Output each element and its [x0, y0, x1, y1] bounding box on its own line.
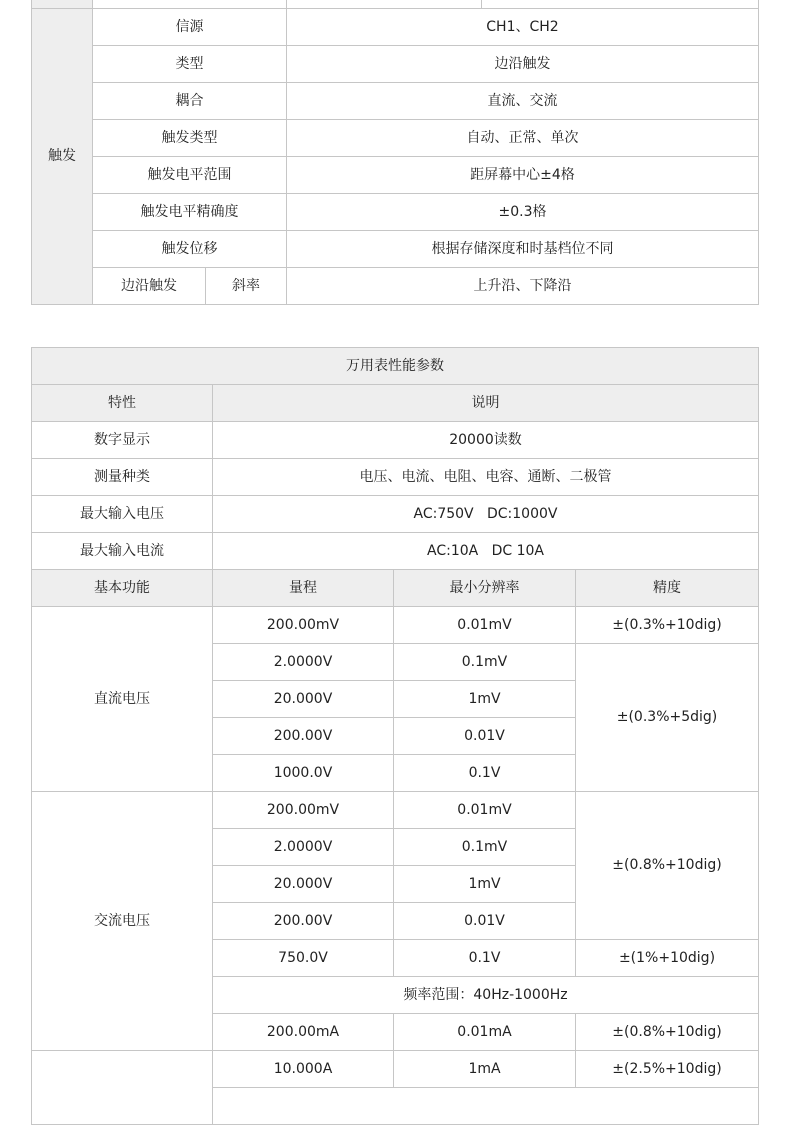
accuracy-cell: ±(0.8%+10dig) — [576, 792, 759, 940]
spec-description: 20000读数 — [213, 422, 759, 459]
col-function: 基本功能 — [32, 570, 213, 607]
param-value: 上升沿、下降沿 — [287, 268, 759, 305]
trigger-spec-table — [31, 0, 759, 305]
resolution-cell: 1mV — [394, 866, 576, 903]
header-description: 说明 — [213, 385, 759, 422]
resolution-cell: 0.1V — [394, 940, 576, 977]
spec-feature: 最大输入电压 — [32, 496, 213, 533]
spec-description: 电压、电流、电阻、电容、通断、二极管 — [213, 459, 759, 496]
param-name: 触发电平精确度 — [93, 194, 287, 231]
multimeter-spec-table — [31, 347, 759, 1125]
resolution-cell: 0.1mV — [394, 644, 576, 681]
table-row — [32, 459, 759, 496]
accuracy-cell: ±(0.3%+5dig) — [576, 644, 759, 792]
range-cell: 750.0V — [213, 940, 394, 977]
clipped-cell — [482, 0, 759, 9]
range-cell: 200.00V — [213, 903, 394, 940]
range-cell: 200.00V — [213, 718, 394, 755]
range-cell: 200.00mV — [213, 607, 394, 644]
clipped-cell — [287, 0, 482, 9]
table-row — [32, 533, 759, 570]
param-sub-name: 斜率 — [206, 268, 287, 305]
resolution-cell: 0.01mV — [394, 792, 576, 829]
table-row — [32, 46, 759, 83]
param-value: CH1、CH2 — [287, 9, 759, 46]
resolution-cell: 1mA — [394, 1051, 576, 1088]
param-value: 边沿触发 — [287, 46, 759, 83]
spec-feature: 数字显示 — [32, 422, 213, 459]
resolution-cell: 0.1V — [394, 755, 576, 792]
table-title-row — [32, 348, 759, 385]
accuracy-cell: ±(0.3%+10dig) — [576, 607, 759, 644]
spec-feature: 最大输入电流 — [32, 533, 213, 570]
range-cell: 2.0000V — [213, 829, 394, 866]
range-cell: 200.00mV — [213, 792, 394, 829]
range-cell: 2.0000V — [213, 644, 394, 681]
resolution-cell: 0.1mV — [394, 829, 576, 866]
table-row — [32, 422, 759, 459]
resolution-cell: 0.01V — [394, 903, 576, 940]
frequency-range-note: 频率范围：40Hz-1000Hz — [213, 977, 759, 1014]
function-dc-voltage: 直流电压 — [32, 607, 213, 792]
param-value: 直流、交流 — [287, 83, 759, 120]
param-value: 自动、正常、单次 — [287, 120, 759, 157]
table-row — [32, 120, 759, 157]
range-cell: 200.00mA — [213, 1014, 394, 1051]
range-cell: 1000.0V — [213, 755, 394, 792]
table-row — [32, 496, 759, 533]
spec-description: AC:750V DC:1000V — [213, 496, 759, 533]
function-current — [32, 1051, 213, 1125]
param-name: 类型 — [93, 46, 287, 83]
param-name: 信源 — [93, 9, 287, 46]
table-header-row — [32, 385, 759, 422]
clipped-cell — [213, 1088, 759, 1125]
range-cell: 20.000V — [213, 866, 394, 903]
clipped-cell — [93, 0, 287, 9]
param-name: 耦合 — [93, 83, 287, 120]
table-row — [32, 607, 759, 644]
range-cell: 20.000V — [213, 681, 394, 718]
table-row — [32, 792, 759, 829]
table-row — [32, 83, 759, 120]
table-row — [32, 268, 759, 305]
clipped-row — [32, 0, 759, 9]
resolution-cell: 0.01mV — [394, 607, 576, 644]
table-title: 万用表性能参数 — [32, 348, 759, 385]
table-row — [32, 194, 759, 231]
col-resolution: 最小分辨率 — [394, 570, 576, 607]
param-value: 距屏幕中心±4格 — [287, 157, 759, 194]
param-name: 触发位移 — [93, 231, 287, 268]
column-header-row — [32, 570, 759, 607]
function-ac-voltage: 交流电压 — [32, 792, 213, 1051]
spec-description: AC:10A DC 10A — [213, 533, 759, 570]
accuracy-cell: ±(1%+10dig) — [576, 940, 759, 977]
resolution-cell: 0.01V — [394, 718, 576, 755]
param-name: 触发类型 — [93, 120, 287, 157]
table-row — [32, 157, 759, 194]
range-cell: 10.000A — [213, 1051, 394, 1088]
table-row — [32, 1051, 759, 1088]
spec-feature: 测量种类 — [32, 459, 213, 496]
header-feature: 特性 — [32, 385, 213, 422]
resolution-cell: 1mV — [394, 681, 576, 718]
resolution-cell: 0.01mA — [394, 1014, 576, 1051]
table-row — [32, 9, 759, 46]
param-name: 触发电平范围 — [93, 157, 287, 194]
param-value: 根据存储深度和时基档位不同 — [287, 231, 759, 268]
accuracy-cell: ±(0.8%+10dig) — [576, 1014, 759, 1051]
col-range: 量程 — [213, 570, 394, 607]
param-value: ±0.3格 — [287, 194, 759, 231]
col-accuracy: 精度 — [576, 570, 759, 607]
trigger-group-label: 触发 — [32, 9, 93, 305]
table-row — [32, 231, 759, 268]
accuracy-cell: ±(2.5%+10dig) — [576, 1051, 759, 1088]
param-name: 边沿触发 — [93, 268, 206, 305]
clipped-cell — [32, 0, 93, 9]
